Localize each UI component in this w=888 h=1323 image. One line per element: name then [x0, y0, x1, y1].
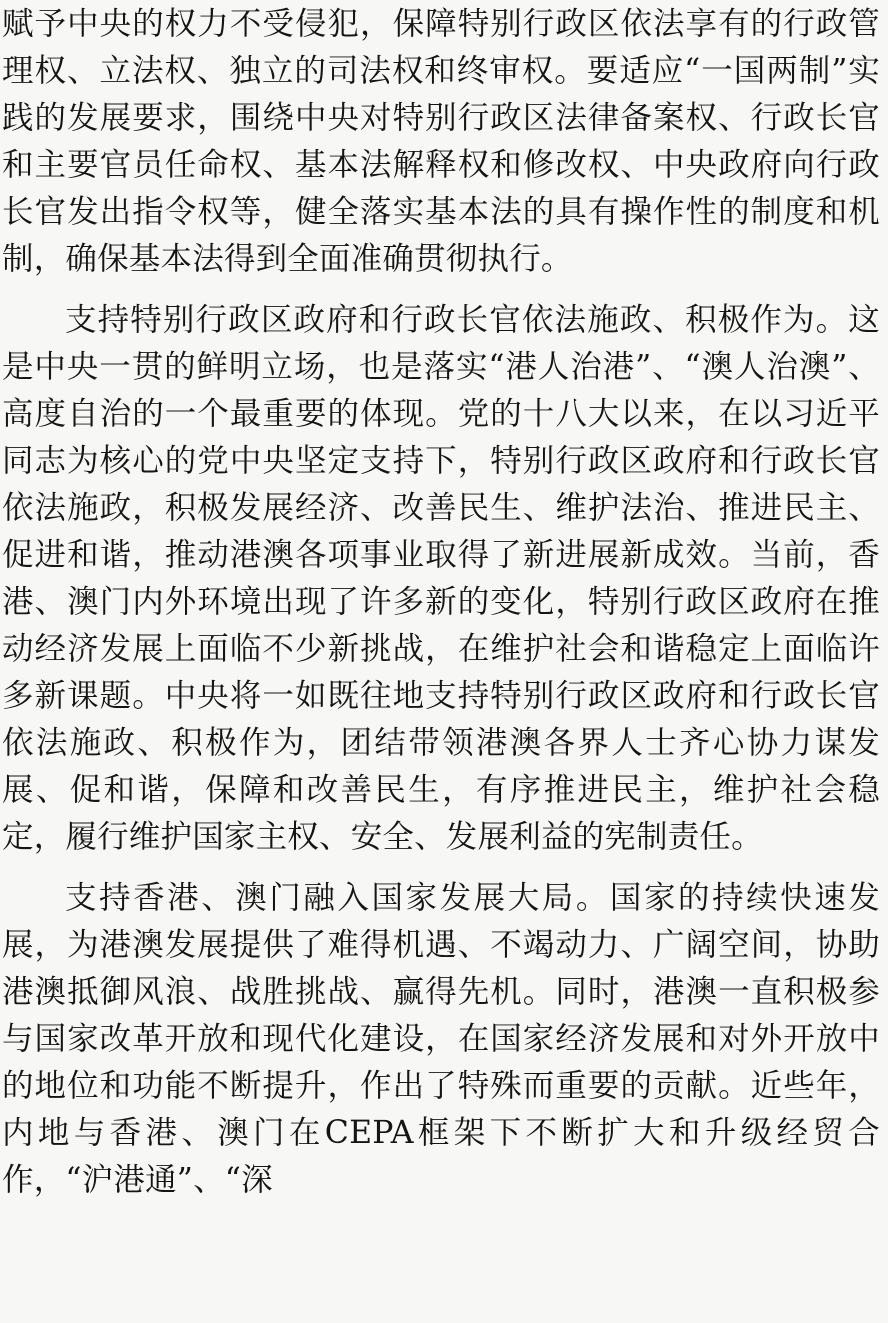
paragraph-continuation: 赋予中央的权力不受侵犯，保障特别行政区依法享有的行政管理权、立法权、独立的司法权和终审权。要适应“一国两制”实践的发展要求，围绕中央对特别行政区法律备案权、行政长官和主要官员任命权、基本法解释权和修改权、中央政府向行政长官发出指令权等，健全落实基本法的具有操作性的制度和机制，确保基本法得到全面准确贯彻执行。	[2, 6, 880, 277]
paragraph-national-integration: 支持香港、澳门融入国家发展大局。国家的持续快速发展，为港澳发展提供了难得机遇、不竭动力、广阔空间，协助港澳抵御风浪、战胜挑战、赢得先机。同时，港澳一直积极参与国家改革开放和现代化建设，在国家经济发展和对外开放中的地位和功能不断提升，作出了特殊而重要的贡献。近些年，内地与香港、澳门在CEPA框架下不断扩大和升级经贸合作，“沪港通”、“深	[2, 880, 880, 1198]
paragraph-support-governance: 支持特别行政区政府和行政长官依法施政、积极作为。这是中央一贯的鲜明立场，也是落实“港人治港”、“澳人治澳”、高度自治的一个最重要的体现。党的十八大以来，在以习近平同志为核心的党中央坚定支持下，特别行政区政府和行政长官依法施政，积极发展经济、改善民生、维护法治、推进民主、促进和谐，推动港澳各项事业取得了新进展新成效。当前，香港、澳门内外环境出现了许多新的变化，特别行政区政府在推动经济发展上面临不少新挑战，在维护社会和谐稳定上面临许多新课题。中央将一如既往地支持特别行政区政府和行政长官依法施政、积极作为，团结带领港澳各界人士齐心协力谋发展、促和谐，保障和改善民生，有序推进民主，维护社会稳定，履行维护国家主权、安全、发展利益的宪制责任。	[2, 302, 880, 855]
